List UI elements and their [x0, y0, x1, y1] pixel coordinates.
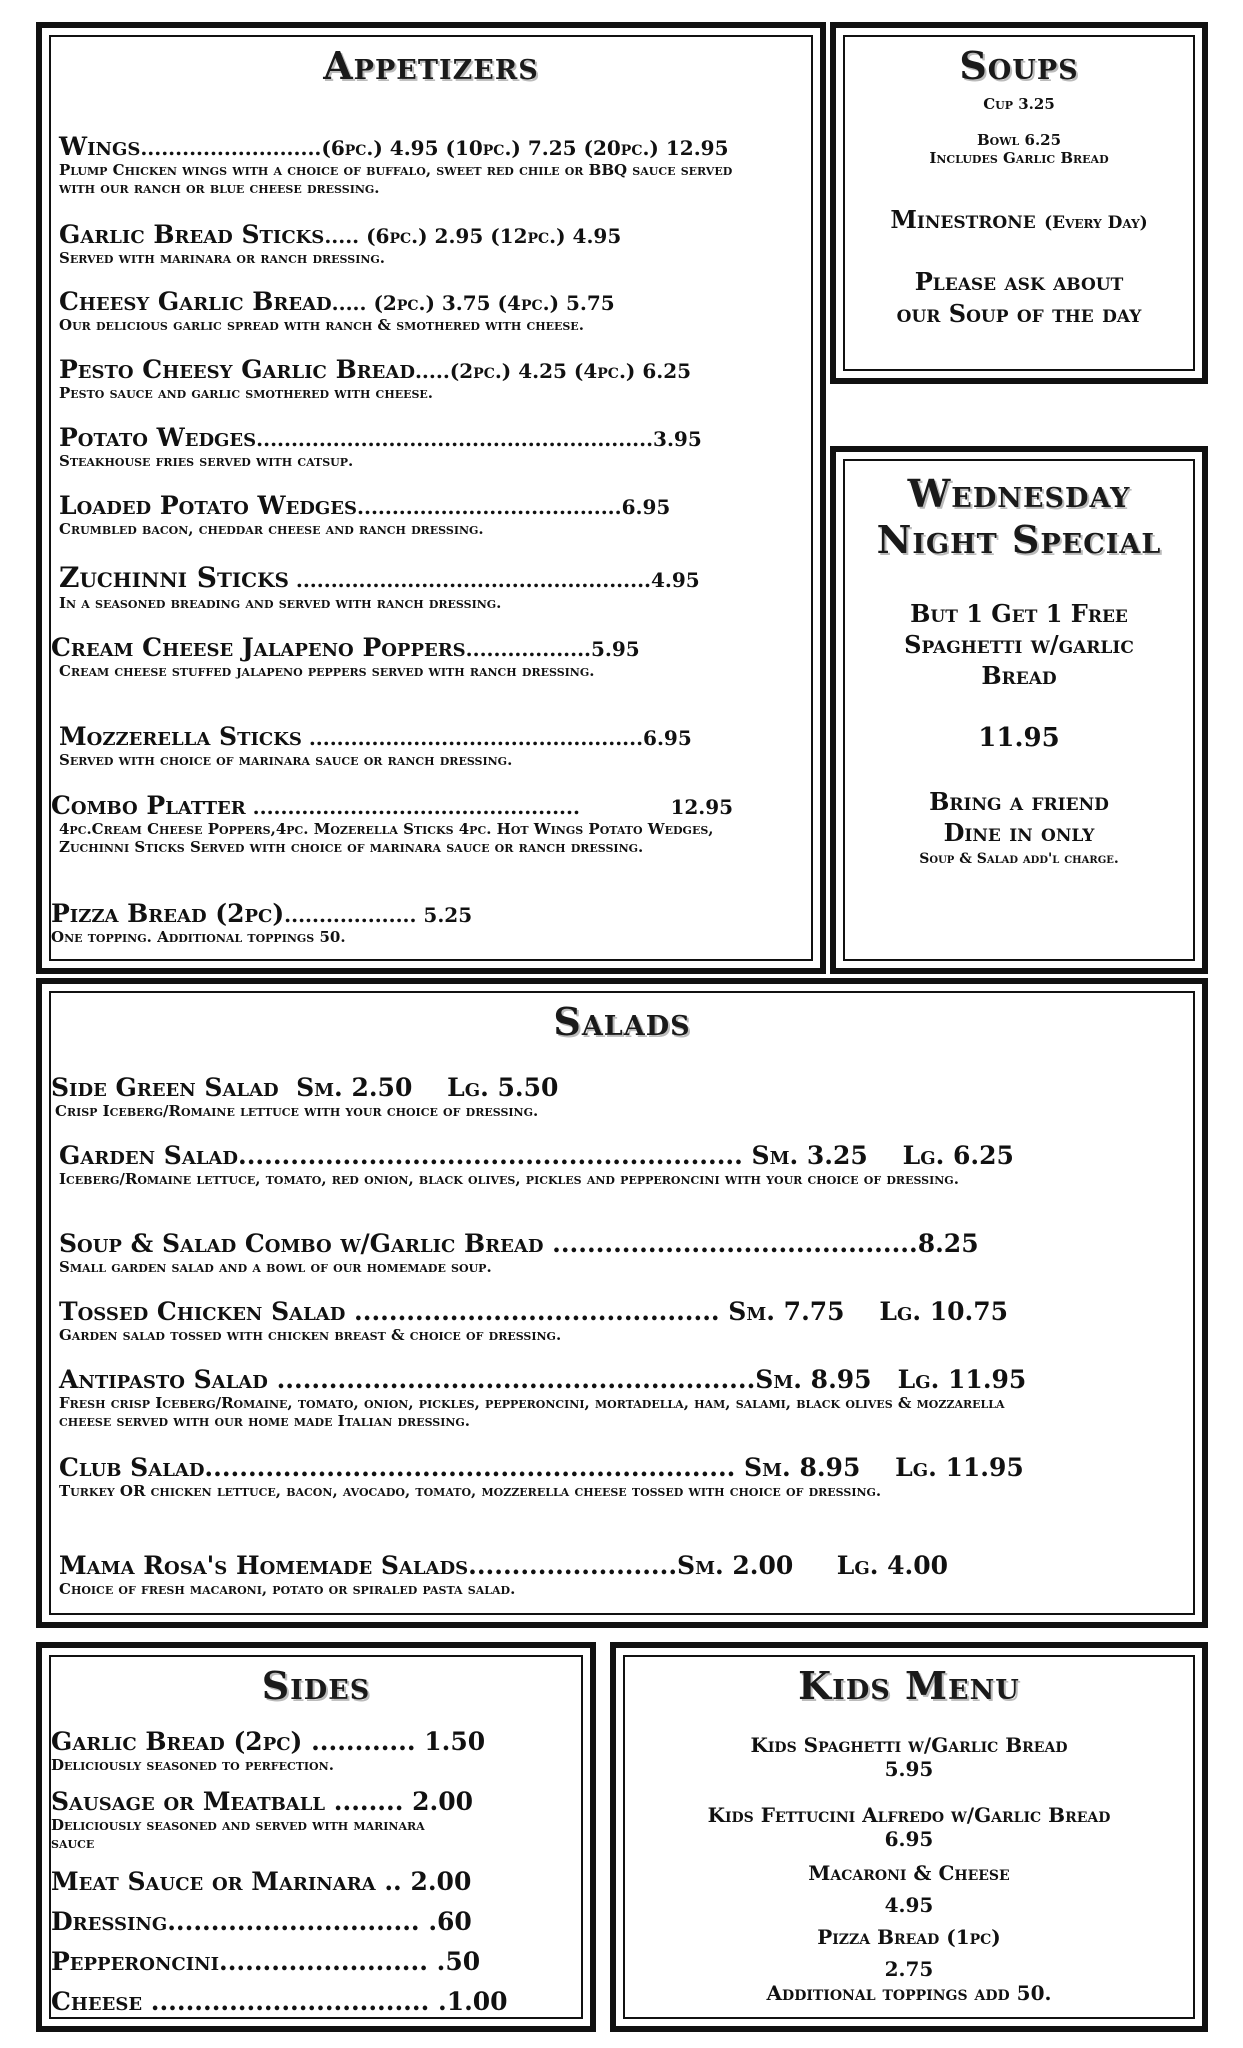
- special-inner: [843, 459, 1195, 961]
- salads-panel: [36, 978, 1208, 1628]
- item-name: Pepperoncini........................ .50: [51, 1947, 481, 1976]
- salad-item: [59, 1141, 1193, 1188]
- kids-item-4: Pizza Bread (1pc): [817, 1925, 1001, 1949]
- soup-minestrone-name: Minestrone: [890, 205, 1036, 234]
- item-name: Combo Platter: [51, 791, 246, 820]
- item-price: ................... 5.25: [284, 903, 473, 927]
- kids-item-2: Kids Fettucini Alfredo w/Garlic Bread: [707, 1803, 1111, 1827]
- item-desc: Our delicious garlic spread with ranch & smothered with cheese.: [59, 316, 584, 334]
- item-name: Mama Rosa's Homemade Salads........................Sm. 2.00 Lg. 4.00: [59, 1551, 949, 1580]
- appetizer-item: [59, 423, 811, 470]
- item-desc: Choice of fresh macaroni, potato or spiraled pasta salad.: [59, 1580, 516, 1598]
- item-price: ..... (2pc.) 3.75 (4pc.) 5.75: [331, 291, 615, 315]
- soups-inner: [843, 35, 1195, 371]
- salad-item: [59, 1551, 1193, 1598]
- item-desc: Turkey OR chicken lettuce, bacon, avocado, tomato, mozzerella cheese tossed with choice of dressing.: [59, 1482, 882, 1500]
- side-item: [51, 1727, 581, 1774]
- salads-inner: [49, 991, 1195, 1615]
- item-price: ............................................... 12.95: [245, 795, 734, 819]
- item-name: Club Salad............................................................. Sm. 8.95 Lg. 11.95: [59, 1453, 1024, 1482]
- special-line3: Bread: [981, 661, 1057, 690]
- item-price: ......................................6.95: [357, 495, 671, 519]
- kids-price-3: 4.95: [884, 1893, 934, 1917]
- side-item: [51, 1907, 581, 1936]
- special-note: Soup & Salad add'l charge.: [919, 851, 1119, 867]
- side-item: [51, 1787, 581, 1852]
- item-name: Cream Cheese Jalapeno Poppers: [51, 633, 466, 662]
- kids-item-1: Kids Spaghetti w/Garlic Bread: [750, 1733, 1068, 1757]
- item-name: Loaded Potato Wedges: [59, 491, 358, 520]
- item-price: .........................................................3.95: [256, 427, 702, 451]
- soups-panel: [830, 22, 1208, 384]
- item-name: Sausage or Meatball ........ 2.00: [51, 1787, 474, 1816]
- appetizer-item: [51, 791, 811, 856]
- appetizer-item: [59, 287, 811, 334]
- appetizer-item: [59, 355, 811, 402]
- item-name: Soup & Salad Combo w/Garlic Bread ..........................................8.25: [59, 1229, 979, 1258]
- item-desc: Fresh crisp Iceberg/Romaine, tomato, onion, pickles, pepperoncini, mortadella, ham, salami, black olives & mozzarella cheese served with our home made Italian dressing.: [59, 1394, 1005, 1430]
- sides-inner: [49, 1655, 583, 2019]
- item-name: Meat Sauce or Marinara .. 2.00: [51, 1867, 472, 1896]
- appetizer-item: [51, 633, 811, 680]
- kids-title: Kids Menu: [798, 1663, 1020, 1708]
- special-friend1: Bring a friend: [929, 787, 1109, 816]
- kids-price-1: 5.95: [884, 1757, 934, 1781]
- appetizers-panel: [36, 22, 826, 974]
- item-name: Dressing............................. .60: [51, 1907, 472, 1936]
- soup-minestrone-note: (Every Day): [1044, 213, 1148, 233]
- special-line1: But 1 Get 1 Free: [910, 599, 1128, 628]
- item-name: Antipasto Salad .......................................................Sm. 8.95 Lg. 11.95: [59, 1365, 1027, 1394]
- special-title-line2: Night Special: [876, 517, 1162, 562]
- item-name: Wings: [59, 132, 141, 161]
- item-desc: 4pc.Cream Cheese Poppers,4pc. Mozerella Sticks 4pc. Hot Wings Potato Wedges, Zuchinni Sticks Served with choice of marinara sauce or ranch dressing.: [59, 820, 714, 856]
- special-price: 11.95: [978, 723, 1060, 753]
- item-desc: Small garden salad and a bowl of our homemade soup.: [59, 1258, 492, 1276]
- item-desc: Garden salad tossed with chicken breast & choice of dressing.: [59, 1326, 562, 1344]
- side-item: [51, 1867, 581, 1896]
- item-desc: Steakhouse fries served with catsup.: [59, 452, 354, 470]
- item-price: ..................5.95: [465, 637, 640, 661]
- item-desc: One topping. Additional toppings 50.: [51, 928, 346, 946]
- salad-item: [59, 1297, 1193, 1344]
- kids-item-3: Macaroni & Cheese: [808, 1861, 1010, 1885]
- item-name: Zuchinni Sticks: [59, 561, 289, 594]
- appetizers-inner: [49, 35, 813, 961]
- soup-minestrone: [845, 205, 1193, 234]
- soup-ask-line1: Please ask about: [914, 267, 1124, 296]
- salad-item: [59, 1229, 1193, 1276]
- kids-panel: [610, 1642, 1208, 2032]
- item-name: Cheese ................................ .1.00: [51, 1987, 508, 2016]
- item-price: ...................................................4.95: [288, 568, 700, 592]
- item-price: ................................................6.95: [301, 726, 692, 750]
- item-desc: Crumbled bacon, cheddar cheese and ranch dressing.: [59, 520, 484, 538]
- appetizer-item: [59, 220, 811, 267]
- item-desc: Deliciously seasoned to perfection.: [51, 1756, 334, 1774]
- side-item: [51, 1947, 581, 1976]
- sides-panel: [36, 1642, 596, 2032]
- salad-item: [51, 1073, 1193, 1120]
- item-name: Pesto Cheesy Garlic Bread: [59, 355, 415, 384]
- item-name: Mozzerella Sticks: [59, 722, 302, 751]
- special-title-line1: Wednesday: [907, 471, 1131, 516]
- item-desc: Iceberg/Romaine lettuce, tomato, red onion, black olives, pickles and pepperoncini with your choice of dressing.: [59, 1170, 959, 1188]
- special-panel: [830, 446, 1208, 974]
- soup-bowl-note: Includes Garlic Bread: [929, 149, 1109, 167]
- soups-title: Soups: [959, 43, 1079, 88]
- item-desc: Served with marinara or ranch dressing.: [59, 249, 386, 267]
- special-friend2: Dine in only: [943, 818, 1095, 847]
- special-line2: Spaghetti w/garlic: [904, 630, 1134, 659]
- soup-cup-price: Cup 3.25: [983, 95, 1055, 113]
- item-name: Side Green Salad Sm. 2.50 Lg. 5.50: [51, 1073, 559, 1102]
- item-price: ..... (6pc.) 2.95 (12pc.) 4.95: [324, 224, 622, 248]
- salads-title: Salads: [553, 999, 691, 1044]
- item-name: Garden Salad.......................................................... Sm. 3.25 Lg. 6.25: [59, 1141, 1014, 1170]
- item-desc: Deliciously seasoned and served with marinara sauce: [51, 1816, 425, 1852]
- appetizer-item: [59, 132, 811, 197]
- item-desc: Cream cheese stuffed jalapeno peppers served with ranch dressing.: [59, 662, 595, 680]
- soup-bowl-price: Bowl 6.25: [976, 131, 1062, 149]
- item-desc: Served with choice of marinara sauce or ranch dressing.: [59, 751, 513, 769]
- appetizer-item: [59, 491, 811, 538]
- item-desc: Pesto sauce and garlic smothered with cheese.: [59, 384, 434, 402]
- item-name: Potato Wedges: [59, 423, 257, 452]
- salad-item: [59, 1453, 1193, 1500]
- appetizer-item: [59, 722, 811, 769]
- side-item: [51, 1987, 581, 2016]
- item-name: Garlic Bread Sticks: [59, 220, 325, 249]
- item-name: Garlic Bread (2pc) ............ 1.50: [51, 1727, 486, 1756]
- appetizer-item: [59, 561, 811, 612]
- soup-ask-line2: our Soup of the day: [896, 299, 1142, 328]
- item-desc: Crisp Iceberg/Romaine lettuce with your choice of dressing.: [55, 1102, 539, 1120]
- kids-price-2: 6.95: [884, 1827, 934, 1851]
- appetizers-title: Appetizers: [323, 43, 539, 88]
- salad-item: [59, 1365, 1193, 1430]
- item-price: .....(2pc.) 4.25 (4pc.) 6.25: [414, 359, 692, 383]
- sides-title: Sides: [261, 1663, 371, 1708]
- item-desc: In a seasoned breading and served with ranch dressing.: [59, 594, 502, 612]
- item-name: Cheesy Garlic Bread: [59, 287, 332, 316]
- appetizer-item: [51, 899, 811, 946]
- kids-price-4: 2.75: [884, 1957, 934, 1981]
- item-price: ..........................(6pc.) 4.95 (10pc.) 7.25 (20pc.) 12.95: [140, 136, 729, 160]
- item-name: Tossed Chicken Salad .......................................... Sm. 7.75 Lg. 10.75: [59, 1297, 1009, 1326]
- kids-inner: [623, 1655, 1195, 2019]
- item-desc: Plump Chicken wings with a choice of buffalo, sweet red chile or BBQ sauce served with our ranch or blue cheese dressing.: [59, 161, 733, 197]
- kids-toppings-note: Additional toppings add 50.: [766, 1981, 1052, 2005]
- item-name: Pizza Bread (2pc): [51, 899, 285, 928]
